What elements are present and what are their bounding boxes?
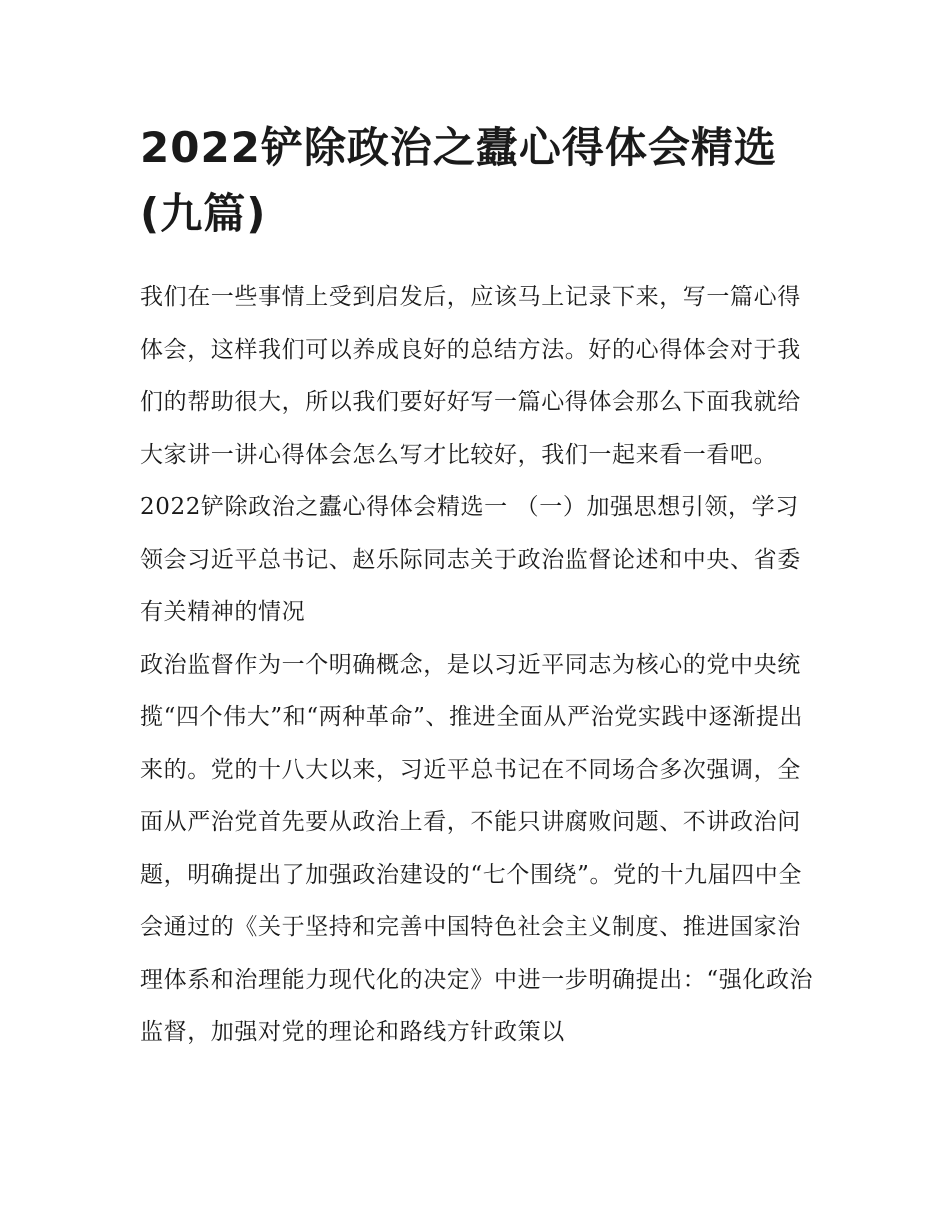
section-heading-paragraph: 2022铲除政治之蠹心得体会精选一 （一）加强思想引领，学习领会习近平总书记、赵乐际同志关于政治监督论述和中央、省委有关精神的情况: [140, 494, 801, 625]
document-title: 2022铲除政治之蠹心得体会精选(九篇): [140, 123, 777, 238]
body-paragraph: 政治监督作为一个明确概念，是以习近平同志为核心的党中央统揽“四个伟大”和“两种革命”、推进全面从严治党实践中逐渐提出来的。党的十八大以来，习近平总书记在不同场合多次强调，全面从严治党首先要从政治上看，不能只讲腐败问题、不讲政治问题，明确提出了加强政治建设的“七个围绕”。党的十九届四中全会通过的《关于坚持和完善中国特色社会主义制度、推进国家治理体系和治理能力现代化的决定》中进一步明确提出：“强化政治监督，加强对党的理论和路线方针政策以: [140, 651, 814, 1045]
intro-paragraph: 我们在一些事情上受到启发后，应该马上记录下来，写一篇心得体会，这样我们可以养成良好的总结方法。好的心得体会对于我们的帮助很大，所以我们要好好写一篇心得体会那么下面我就给大家讲一讲心得体会怎么写才比较好，我们一起来看一看吧。: [140, 284, 801, 468]
document-page: [140, 115, 820, 1059]
